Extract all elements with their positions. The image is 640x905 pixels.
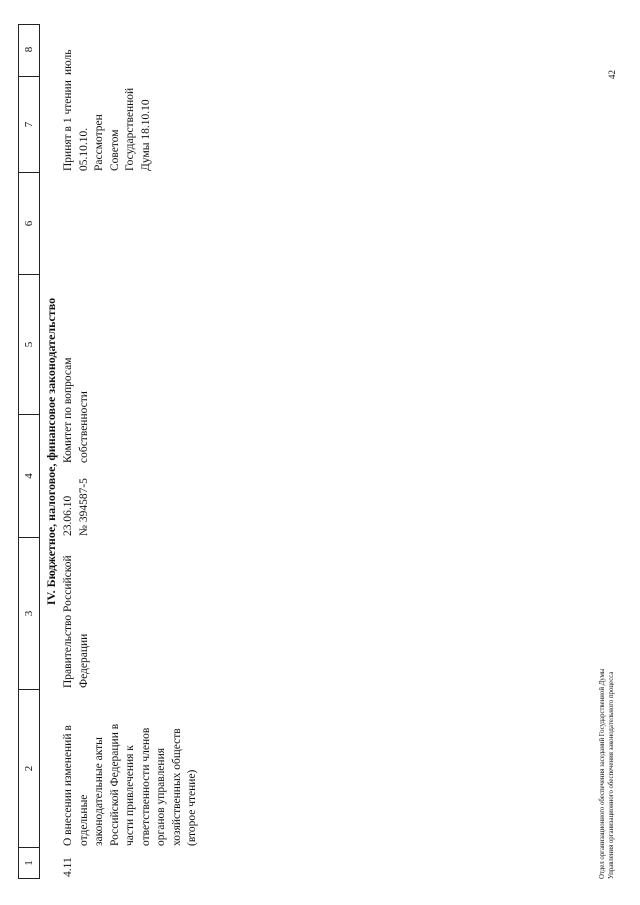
planned-month: июль xyxy=(62,49,74,75)
bill-title: О внесении изменений в отдельные законодательные акты Российской Федерации в части привлечения к ответственности членов органов управления хозяйственных обществ (второе чтение) xyxy=(62,723,198,846)
footer-line-1: Отдел организационного обеспечения заседаний Государственной Думы xyxy=(599,668,606,879)
bill-initiator: Правительство Российской Федерации xyxy=(62,555,90,688)
column-number-4: 4 xyxy=(19,415,39,538)
bill-date-and-number: 23.06.10 № 394587-5 xyxy=(62,478,90,536)
footer-line-2: Управления организационного обеспечения законодательного процесса xyxy=(608,671,615,879)
column-number-8: 8 xyxy=(19,23,39,77)
table-row xyxy=(59,24,259,879)
column-number-5: 5 xyxy=(19,275,39,415)
agenda-table xyxy=(18,24,259,879)
column-number-header xyxy=(18,24,40,879)
column-number-7: 7 xyxy=(19,77,39,173)
row-number: 4.11 xyxy=(62,857,74,877)
column-number-6: 6 xyxy=(19,173,39,275)
bill-status: Принят в 1 чтении 05.10.10. Рассмотрен Советом Государственной Думы 18.10.10 xyxy=(62,80,152,171)
page-footer xyxy=(598,669,616,879)
column-number-2: 2 xyxy=(19,690,39,848)
responsible-committee: Комитет по вопросам собственности xyxy=(62,357,90,463)
column-number-1: 1 xyxy=(23,860,35,866)
section-title: IV. Бюджетное, налоговое, финансовое законодательство xyxy=(44,297,58,606)
page-number: 42 xyxy=(607,70,617,79)
column-number-3: 3 xyxy=(19,538,39,690)
